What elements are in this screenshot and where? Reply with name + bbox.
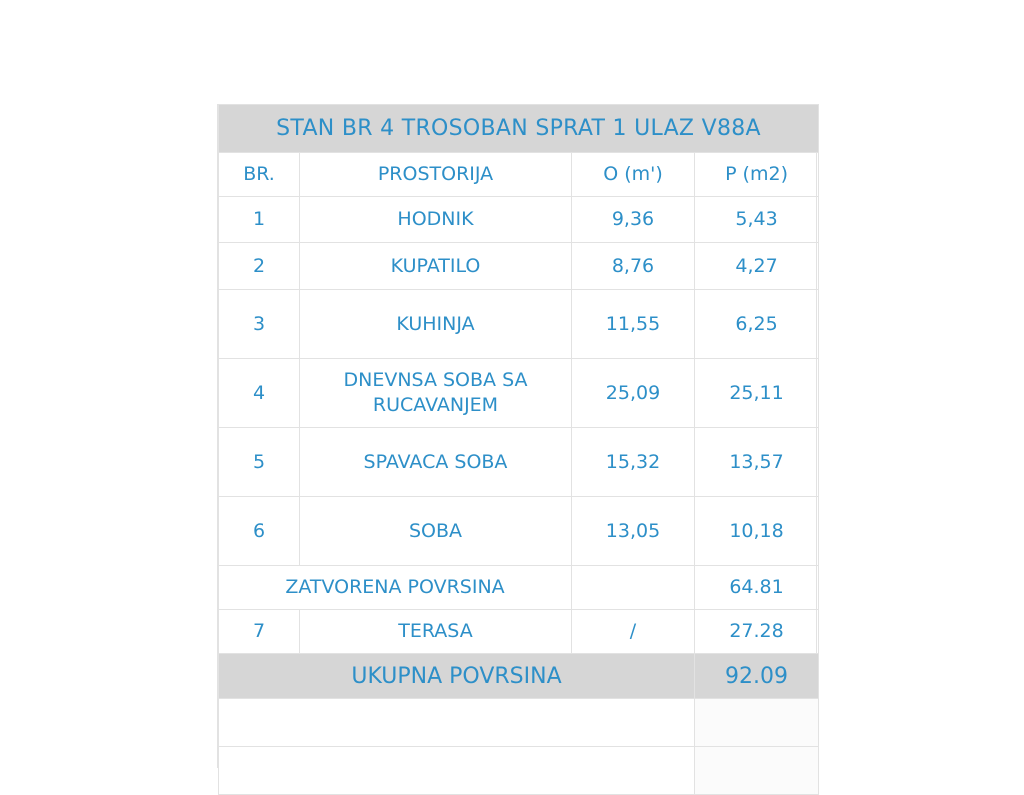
room-name: HODNIK bbox=[300, 197, 572, 243]
table-row bbox=[219, 243, 819, 290]
table-title: STAN BR 4 TROSOBAN SPRAT 1 ULAZ V88A bbox=[219, 105, 819, 153]
room-perimeter: 25,09 bbox=[572, 359, 695, 428]
room-name: SPAVACA SOBA bbox=[300, 428, 572, 497]
closed-area-label: ZATVORENA POVRSINA bbox=[219, 566, 572, 610]
table-header-row bbox=[219, 153, 819, 197]
row-number: 1 bbox=[219, 197, 300, 243]
room-area-table-sheet bbox=[217, 104, 817, 768]
total-label: UKUPNA POVRSINA bbox=[219, 654, 695, 699]
table-row bbox=[219, 359, 819, 428]
room-perimeter: 8,76 bbox=[572, 243, 695, 290]
table-title-row bbox=[219, 105, 819, 153]
closed-area-empty bbox=[572, 566, 695, 610]
table-row bbox=[219, 428, 819, 497]
room-area: 27.28 bbox=[695, 610, 819, 654]
header-br: BR. bbox=[219, 153, 300, 197]
row-number: 7 bbox=[219, 610, 300, 654]
total-value: 92.09 bbox=[695, 654, 819, 699]
room-perimeter: 13,05 bbox=[572, 497, 695, 566]
header-area: P (m2) bbox=[695, 153, 819, 197]
room-area: 13,57 bbox=[695, 428, 819, 497]
empty-cell bbox=[695, 747, 819, 795]
table-row bbox=[219, 497, 819, 566]
room-name: KUPATILO bbox=[300, 243, 572, 290]
empty-cell bbox=[219, 747, 695, 795]
room-area: 4,27 bbox=[695, 243, 819, 290]
header-prostorija: PROSTORIJA bbox=[300, 153, 572, 197]
empty-row bbox=[219, 747, 819, 795]
room-area: 10,18 bbox=[695, 497, 819, 566]
empty-row bbox=[219, 699, 819, 747]
room-area: 6,25 bbox=[695, 290, 819, 359]
row-number: 4 bbox=[219, 359, 300, 428]
row-number: 2 bbox=[219, 243, 300, 290]
header-perimeter: O (m') bbox=[572, 153, 695, 197]
room-area-table bbox=[218, 104, 819, 795]
room-area: 25,11 bbox=[695, 359, 819, 428]
table-row bbox=[219, 290, 819, 359]
room-name bbox=[300, 359, 572, 428]
room-area: 5,43 bbox=[695, 197, 819, 243]
room-perimeter: 11,55 bbox=[572, 290, 695, 359]
empty-cell bbox=[695, 699, 819, 747]
closed-area-row bbox=[219, 566, 819, 610]
total-row bbox=[219, 654, 819, 699]
room-name-line: DNEVNSA SOBA SA bbox=[343, 369, 528, 391]
row-number: 3 bbox=[219, 290, 300, 359]
room-perimeter: 9,36 bbox=[572, 197, 695, 243]
room-name: SOBA bbox=[300, 497, 572, 566]
table-row bbox=[219, 197, 819, 243]
row-number: 5 bbox=[219, 428, 300, 497]
room-perimeter: 15,32 bbox=[572, 428, 695, 497]
room-name: TERASA bbox=[300, 610, 572, 654]
empty-cell bbox=[219, 699, 695, 747]
room-name-line: RUCAVANJEM bbox=[372, 394, 499, 416]
terrace-row bbox=[219, 610, 819, 654]
room-name: KUHINJA bbox=[300, 290, 572, 359]
closed-area-value: 64.81 bbox=[695, 566, 819, 610]
room-perimeter: / bbox=[572, 610, 695, 654]
row-number: 6 bbox=[219, 497, 300, 566]
